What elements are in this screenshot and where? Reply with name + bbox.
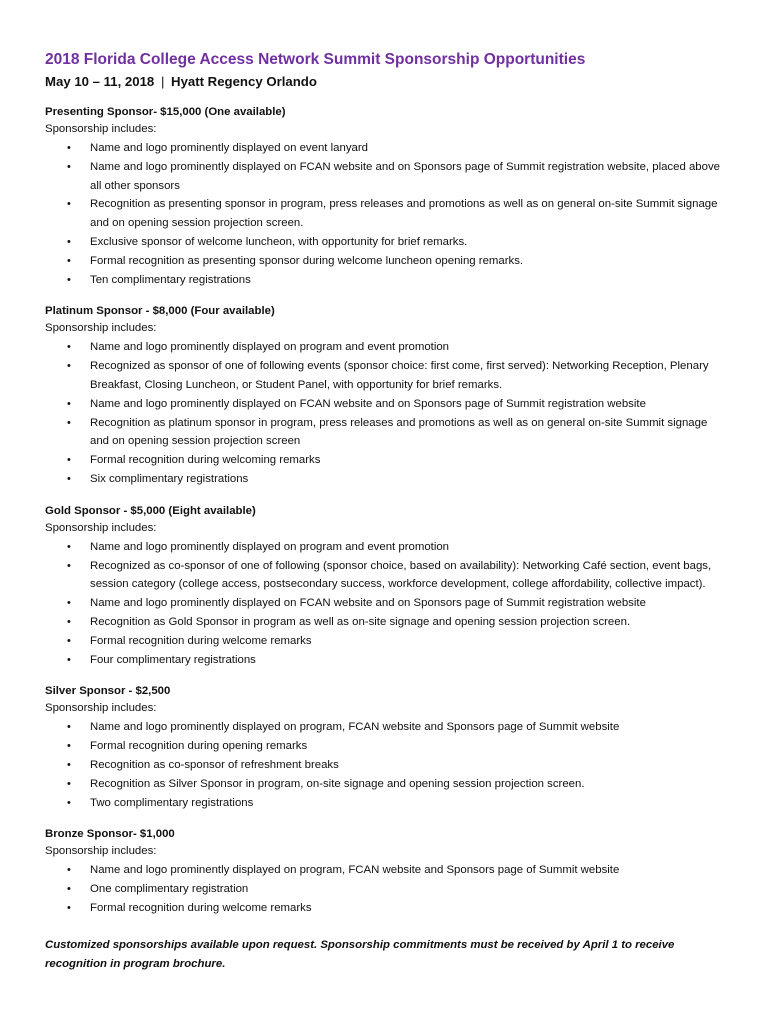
document-title: 2018 Florida College Access Network Summit Sponsorship Opportunities bbox=[45, 51, 586, 68]
bullet-icon: • bbox=[67, 901, 71, 914]
bullet-icon: • bbox=[67, 142, 71, 154]
sponsor-level-heading: Bronze Sponsor- $1,000 bbox=[45, 828, 175, 841]
section-intro: Sponsorship includes: bbox=[45, 521, 157, 534]
bullet-icon: • bbox=[67, 360, 71, 373]
bullet-icon: • bbox=[67, 864, 71, 877]
benefit-item bbox=[45, 414, 726, 452]
bullet-icon: • bbox=[67, 416, 71, 429]
benefit-text: Name and logo prominently displayed on program, FCAN website and Sponsors page of Summit website bbox=[90, 721, 620, 734]
bullet-icon: • bbox=[67, 454, 71, 467]
bullet-icon: • bbox=[67, 160, 71, 173]
benefit-item bbox=[45, 718, 726, 737]
benefit-item bbox=[45, 338, 726, 357]
sponsorship-sections bbox=[45, 104, 726, 918]
event-venue: Hyatt Regency Orlando bbox=[171, 74, 317, 89]
benefit-text: Recognition as co-sponsor of refreshment breaks bbox=[90, 758, 339, 771]
benefit-text: Formal recognition during opening remarks bbox=[90, 740, 308, 753]
sponsor-level-heading: Presenting Sponsor- $15,000 (One available) bbox=[45, 106, 286, 118]
bullet-icon: • bbox=[67, 721, 71, 734]
benefit-item bbox=[45, 651, 726, 670]
bullet-icon: • bbox=[67, 472, 71, 485]
benefit-item bbox=[45, 252, 726, 271]
benefit-text: Formal recognition as presenting sponsor during welcome luncheon opening remarks. bbox=[90, 254, 524, 267]
benefit-item bbox=[45, 233, 726, 252]
benefit-item bbox=[45, 794, 726, 813]
benefit-item bbox=[45, 451, 726, 470]
benefit-text: Two complimentary registrations bbox=[90, 796, 254, 809]
benefit-text: Four complimentary registrations bbox=[90, 653, 256, 666]
sponsor-level-heading: Platinum Sponsor - $8,000 (Four available) bbox=[45, 305, 275, 318]
benefit-text: Six complimentary registrations bbox=[90, 472, 249, 485]
benefit-item bbox=[45, 756, 726, 775]
bullet-icon: • bbox=[67, 235, 71, 248]
benefit-text: Name and logo prominently displayed on FCAN website and on Sponsors page of Summit registration website bbox=[90, 597, 646, 610]
sponsor-section bbox=[45, 503, 726, 670]
sponsor-section bbox=[45, 104, 726, 289]
bullet-icon: • bbox=[67, 777, 71, 790]
benefit-item bbox=[45, 613, 726, 632]
bullet-icon: • bbox=[67, 341, 71, 354]
benefit-text: Recognition as platinum sponsor in program, press releases and promotions as well as on general on-site Summit signage and on opening session projection screen bbox=[90, 416, 708, 448]
bullet-icon: • bbox=[67, 883, 71, 896]
sponsor-level-heading: Silver Sponsor - $2,500 bbox=[45, 685, 171, 698]
benefit-text: Recognition as Silver Sponsor in program, on-site signage and opening session projection screen. bbox=[90, 777, 585, 790]
bullet-icon: • bbox=[67, 254, 71, 267]
benefit-text: Recognized as sponsor of one of following events (sponsor choice: first come, first served): Networking Reception, Plenary Breakfast, Closing Luncheon, or Student Panel, with opportunity for brief remarks. bbox=[90, 360, 709, 391]
bullet-icon: • bbox=[67, 540, 71, 553]
bullet-icon: • bbox=[67, 634, 71, 647]
bullet-icon: • bbox=[67, 597, 71, 610]
benefit-text: Name and logo prominently displayed on event lanyard bbox=[90, 142, 368, 154]
benefit-item bbox=[45, 395, 726, 414]
benefit-item bbox=[45, 594, 726, 613]
benefit-item bbox=[45, 538, 726, 557]
benefit-item bbox=[45, 557, 726, 595]
benefit-text: Name and logo prominently displayed on program and event promotion bbox=[90, 341, 450, 354]
benefit-text: Formal recognition during welcome remarks bbox=[90, 901, 312, 914]
footer-note: Customized sponsorships available upon request. Sponsorship commitments must be received by April 1 to receive recognition in program brochure. bbox=[45, 938, 675, 970]
bullet-icon: • bbox=[67, 615, 71, 628]
section-intro: Sponsorship includes: bbox=[45, 702, 157, 715]
sponsor-section bbox=[45, 303, 726, 488]
benefit-item bbox=[45, 158, 726, 196]
benefit-text: One complimentary registration bbox=[90, 883, 249, 896]
benefit-item bbox=[45, 470, 726, 489]
benefit-list bbox=[45, 139, 726, 289]
benefit-text: Name and logo prominently displayed on program, FCAN website and Sponsors page of Summit website bbox=[90, 864, 620, 877]
benefit-text: Name and logo prominently displayed on program and event promotion bbox=[90, 540, 450, 553]
benefit-item bbox=[45, 880, 726, 899]
benefit-text: Recognized as co-sponsor of one of following (sponsor choice, based on availability): Networking Café section, event bags, session category (college access, postsecondary success, workforce development, college affordability, collective impact). bbox=[90, 559, 712, 591]
section-intro: Sponsorship includes: bbox=[45, 845, 157, 858]
benefit-text: Formal recognition during welcoming remarks bbox=[90, 454, 321, 467]
date-venue-separator: | bbox=[160, 74, 165, 89]
benefit-item bbox=[45, 775, 726, 794]
benefit-list bbox=[45, 338, 726, 488]
benefit-text: Name and logo prominently displayed on FCAN website and on Sponsors page of Summit registration website, placed above all other sponsors bbox=[90, 160, 721, 192]
benefit-text: Name and logo prominently displayed on FCAN website and on Sponsors page of Summit registration website bbox=[90, 397, 646, 410]
benefit-list bbox=[45, 718, 726, 812]
benefit-list bbox=[45, 538, 726, 670]
benefit-item bbox=[45, 195, 726, 233]
benefit-item bbox=[45, 139, 726, 158]
benefit-item bbox=[45, 737, 726, 756]
event-dates: May 10 – 11, 2018 bbox=[45, 74, 155, 89]
bullet-icon: • bbox=[67, 653, 71, 666]
benefit-text: Formal recognition during welcome remarks bbox=[90, 634, 312, 647]
benefit-text: Recognition as presenting sponsor in program, press releases and promotions as well as on general on-site Summit signage and on opening session projection screen. bbox=[90, 198, 718, 230]
bullet-icon: • bbox=[67, 740, 71, 753]
benefit-item bbox=[45, 861, 726, 880]
bullet-icon: • bbox=[67, 273, 71, 286]
benefit-item bbox=[45, 632, 726, 651]
section-intro: Sponsorship includes: bbox=[45, 123, 157, 135]
bullet-icon: • bbox=[67, 758, 71, 771]
bullet-icon: • bbox=[67, 559, 71, 572]
benefit-item bbox=[45, 899, 726, 918]
benefit-item bbox=[45, 357, 726, 395]
benefit-text: Exclusive sponsor of welcome luncheon, with opportunity for brief remarks. bbox=[90, 235, 468, 248]
sponsor-level-heading: Gold Sponsor - $5,000 (Eight available) bbox=[45, 504, 256, 517]
sponsor-section bbox=[45, 826, 726, 917]
benefit-list bbox=[45, 861, 726, 917]
benefit-text: Recognition as Gold Sponsor in program as well as on-site signage and opening session projection screen. bbox=[90, 615, 631, 628]
bullet-icon: • bbox=[67, 397, 71, 410]
bullet-icon: • bbox=[67, 198, 71, 211]
bullet-icon: • bbox=[67, 796, 71, 809]
sponsor-section bbox=[45, 683, 726, 812]
event-date-venue bbox=[45, 72, 726, 92]
section-intro: Sponsorship includes: bbox=[45, 322, 157, 335]
benefit-item bbox=[45, 271, 726, 290]
benefit-text: Ten complimentary registrations bbox=[90, 273, 251, 286]
